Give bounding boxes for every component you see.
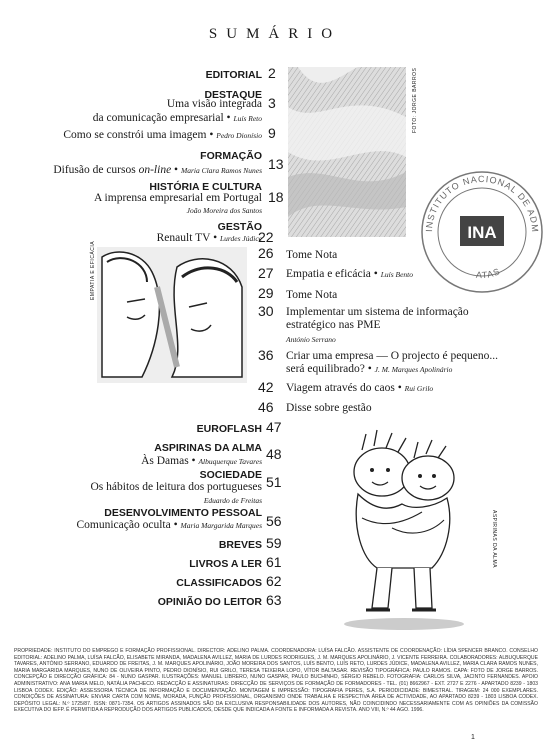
toc-article: Disse sobre gestão (286, 402, 372, 414)
toc-page: 42 (258, 379, 274, 395)
toc-article: A imprensa empresarial em Portugal (94, 192, 262, 204)
toc-page: 47 (266, 419, 282, 435)
toc-page: 30 (258, 303, 274, 319)
toc-author: J. M. Marques Apolinário (374, 365, 453, 374)
toc-author: Luís Bento (380, 270, 413, 279)
toc-page: 59 (266, 535, 282, 551)
toc-section: HISTÓRIA E CULTURA (149, 181, 262, 193)
toc-article: Como se constrói uma imagem • Pedro Dionísio (63, 129, 262, 141)
toc-author: João Moreira dos Santos (186, 206, 262, 215)
toc-author: Maria Margarida Marques (180, 521, 262, 530)
stamp-bottom-text: ATAS (475, 265, 502, 281)
toc-author: Eduardo de Freitas (203, 496, 262, 505)
toc-page: 29 (258, 285, 274, 301)
illustration-label: EMPATIA E EFICÁCIA (90, 240, 96, 300)
toc-article: Empatia e eficácia • Luís Bento (286, 268, 413, 280)
toc-page: 18 (268, 189, 284, 205)
toc-author: Albuquerque Tavares (198, 457, 262, 466)
cover-photo (288, 67, 406, 237)
toc-page: 13 (268, 156, 284, 172)
toc-section: DESTAQUE (204, 89, 262, 101)
toc-section: GESTÃO (217, 221, 262, 233)
toc-page: 63 (266, 592, 282, 608)
toc-section: EDITORIAL (205, 69, 262, 81)
toc-section: SOCIEDADE (199, 469, 262, 481)
toc-section: EUROFLASH (196, 423, 262, 435)
toc-page: 56 (266, 513, 282, 529)
toc-article: Implementar um sistema de informação (286, 306, 469, 318)
toc-page: 51 (266, 474, 282, 490)
toc-page: 9 (268, 125, 276, 141)
toc-article: Criar uma empresa — O projecto é pequeno... (286, 350, 499, 362)
toc-page: 3 (268, 95, 276, 111)
toc-author: Lurdes Júdice (219, 234, 262, 243)
toc-article: Tome Nota (286, 289, 338, 301)
toc-page: 46 (258, 399, 274, 415)
toc-article: Os hábitos de leitura dos portugueses (90, 481, 262, 493)
toc-article: será equilibrado? • J. M. Marques Apolinário (286, 363, 453, 375)
toc-section: OPINIÃO DO LEITOR (157, 596, 262, 608)
toc-article: Renault TV • Lurdes Júdice (156, 232, 262, 244)
toc-page: 2 (268, 65, 276, 81)
toc-page: 36 (258, 347, 274, 363)
toc-page: 27 (258, 265, 274, 281)
ina-stamp (418, 168, 546, 296)
toc-article: da comunicação empresarial • Luís Reto (92, 112, 262, 124)
toc-section: LIVROS A LER (189, 558, 262, 570)
toc-page: 61 (266, 554, 282, 570)
toc-article: Uma visão integrada (166, 98, 262, 110)
svg-text:ATAS (476, 266, 502, 280)
empatia-illustration (97, 247, 247, 383)
stamp-top-text: INSTITUTO NACIONAL DE ADM (423, 173, 541, 234)
toc-section: DESENVOLVIMENTO PESSOAL (104, 507, 262, 519)
toc-page: 62 (266, 573, 282, 589)
toc-section: BREVES (218, 539, 262, 551)
toc-author: António Serrano (286, 335, 336, 344)
toc-author: Rui Grilo (404, 384, 434, 393)
toc-section: CLASSIFICADOS (176, 577, 262, 589)
toc-page: 48 (266, 446, 282, 462)
toc-article: Comunicação oculta • Maria Margarida Marques (76, 519, 262, 531)
masthead-credits: PROPRIEDADE: INSTITUTO DO EMPREGO E FORMAÇÃO PROFISSIONAL. DIRECTOR: ADELINO PALMA. COORDENADORA: LUÍSA FALCÃO. ASSISTENTE DE COORDENAÇÃO: LÍDIA SPENCER BRANCO. CONSELHO EDITORIAL: ADELINO PALMA, LUÍSA FALCÃO, ELISABETE MIRANDA, MADALENA AVILLEZ, MARIA DE LURDES RODRIGUES, J. M. MARQUES APOLINÁRIO, J. VICENTE FERREIRA. COLABORADORES: ALBUQUERQUE TAVARES, ANTÓNIO SERRANO, EDUARDO DE FREITAS, J. M. MARQUES APOLINÁRIO, JOÃO MOREIRA DOS SANTOS, LUÍS BENTO, LUÍS RETO, LURDES JÚDICE, MADALENA AVILLEZ, MARIA CLARA RAMOS NUNES, MARIA MARGARIDA MARQUES, NUNO DE OLIVEIRA PINTO, PEDRO DIONÍSIO, RUI GRILO, TERESA TEIXEIRA LOPO, VÍTOR BALTASAR. REVISÃO TIPOGRÁFICA: PAULO RAMOS. CAPA: FOTO DE JORGE BARROS. CONCEPÇÃO E DIRECÇÃO GRÁFICA: 84 - NUNO GASPAR. ILUSTRAÇÕES: MANUEL LIBRERO, NUNO GASPAR, PAULO BUCHINHO, SÉRGIO REBELO. FOTOGRAFIA: CARLOS SILVA, JACINTO FERNANDES. APOIO ADMINISTRATIVO: ANA MARIA MELO, NATÁLIA PACHECO. REDACÇÃO E ASSINATURAS: DIRECÇÃO DE SERVIÇOS DE FORMAÇÃO DE FORMADORES - TEL. (01) 8662967 - EXT. 2727 E 2276 - APARTADO 8239 - 1803 LISBOA CODEX. EDIÇÃO: ASSESSORIA TÉCNICA DE INFORMAÇÃO E DOCUMENTAÇÃO. MONTAGEM E IMPRESSÃO: TIPOGRAFIA PERES, S.A. PERIODICIDADE: BIMESTRAL. TIRAGEM: 24 000 EXEMPLARES. CONDIÇÕES DE ASSINATURA: ENVIAR CARTA COM NOME, MORADA, FUNÇÃO PROFISSIONAL, ORGANISMO ONDE TRABALHA E RESPECTIVA ÁREA DE ACTIVIDADE, AO APARTADO 8239 - 1803 LISBOA CODEX. DEPÓSITO LEGAL: N.º 1725/87. ISSN: 0871-7354. OS ARTIGOS ASSINADOS SÃO DA EXCLUSIVA RESPONSABILIDADE DOS AUTORES, NÃO COINCIDINDO NECESSARIAMENTE COM AS OPINIÕES DA COMISSÃO EXECUTIVA DO IEFP. É PERMITIDA A REPRODUÇÃO DOS ARTIGOS PUBLICADOS, DESDE QUE INDICADA A FONTE E INFORMADA A REVISTA. ANO VIII, N.º 44 AGO. 1996. (14, 648, 538, 714)
photo-credit: FOTO: JORGE BARROS (412, 67, 418, 133)
toc-article: Difusão de cursos on-line • Maria Clara Ramos Nunes (53, 164, 262, 176)
toc-author: Luís Reto (233, 114, 262, 123)
toc-author: Pedro Dionísio (216, 131, 262, 140)
toc-author: Maria Clara Ramos Nunes (180, 166, 262, 175)
toc-article: Às Damas • Albuquerque Tavares (141, 455, 262, 467)
cartoon-label: ASPIRINAS DA ALMA (491, 510, 497, 568)
toc-page: 22 (258, 229, 274, 245)
toc-section: ASPIRINAS DA ALMA (154, 442, 262, 454)
toc-article: estratégico nas PME (286, 319, 381, 331)
toc-page: 26 (258, 245, 274, 261)
toc-section: FORMAÇÃO (200, 150, 262, 162)
toc-article: Viagem através do caos • Rui Grilo (286, 382, 434, 394)
toc-article: Tome Nota (286, 249, 338, 261)
aspirinas-cartoon (322, 428, 492, 636)
page-number: 1 (471, 734, 475, 741)
stamp-logo: INA (467, 223, 497, 242)
page-title: SUMÁRIO (208, 26, 342, 42)
